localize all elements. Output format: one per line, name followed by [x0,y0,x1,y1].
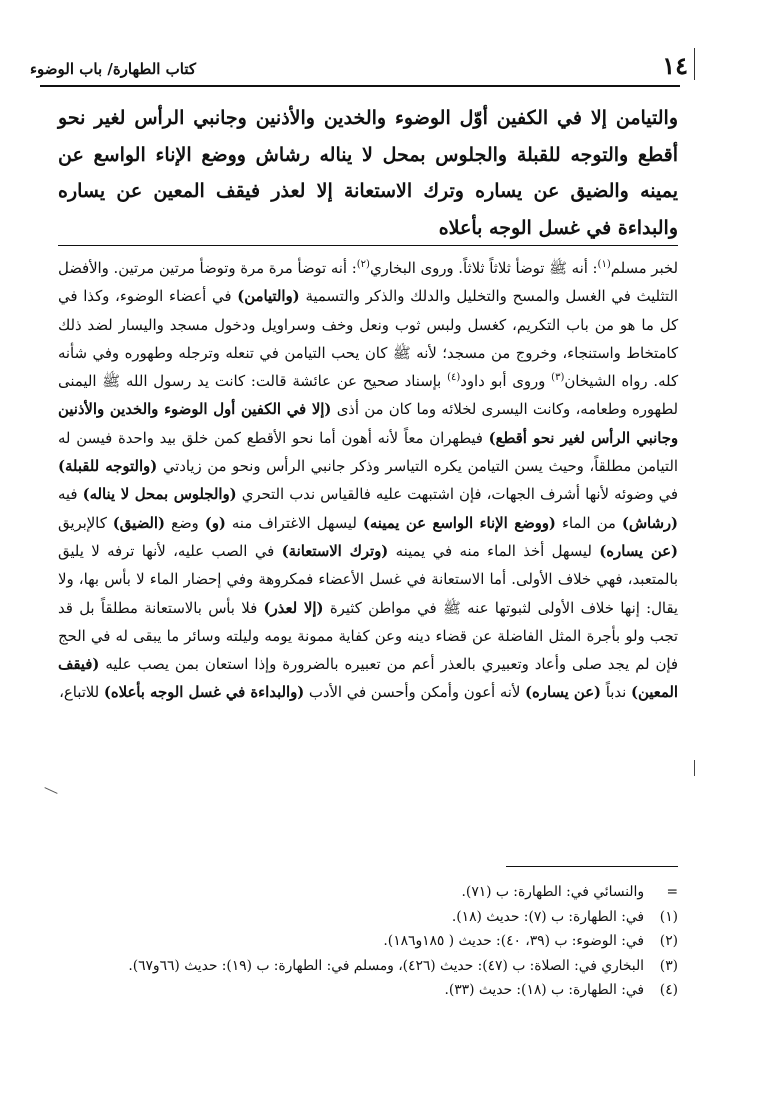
footnote-text: في: الطهارة: ب (١٨): حديث (٣٣). [444,982,644,998]
sharh-segment: كالإبريق [58,514,113,532]
page-number: ١٤ [662,51,688,80]
footnote-ref: (٤) [447,372,461,384]
matn-quote: (و) [204,514,226,532]
matn-quote: (عن يساره) [525,684,602,702]
footnote-ref: (٣) [551,372,565,384]
sharh-segment: للاتباع، [59,684,104,702]
margin-mark [44,787,57,794]
sharh-segment: ليسهل الاغتراف منه [225,514,363,532]
footnote-mark: (١) [659,908,678,925]
running-header-title: كتاب الطهارة/ باب الوضوء [30,60,197,78]
matn-quote: (فيقف المعين) [58,656,678,702]
sharh-segment: فلا بأس بالاستعانة مطلقاً بل قد تجب ولو بأجرة المثل الفاضلة عن قضاء دينه وعن كفاية ممونة يومه وليلته وسائر ما يبقى له في الحج فإن لم يجد صلى وأعاد وتعبيري بالعذر أعم من تعبيره بالضرورة وإذا استعان بمن يصب عليه [58,599,678,674]
footnote-line [58,880,678,905]
matn-quote: (رشاش) [621,514,678,532]
footnote-mark: (٢) [659,933,678,949]
sharh-commentary [58,255,678,708]
sharh-segment: في الصب عليه، لأنها ترفه لا يليق بالمتعبد، فهي خلاف الأولى. أما الاستعانة في غسل الأعضاء فمكروهة وفي إحضار الماء لا بأس بها، ولا يقال: إنها خلاف الأولى لثبوتها عنه ﷺ في مواطن كثيرة [58,542,679,617]
footnote-text: في: الوضوء: ب (٣٩، ٤٠): حديث ( ١٨٥و١٨٦). [383,933,644,949]
sharh-segment: لأنه أعون وأمكن وأحسن في الأدب [304,684,526,702]
matn-quote: (والتوجه للقبلة) [58,458,158,476]
sharh-segment: من الماء [555,514,622,532]
sharh-segment: : أنه ﷺ توضأ ثلاثاً ثلاثاً. وروى البخاري [369,260,598,277]
matn-quote: (إلا في الكفين أول الوضوء والخدين والأذنين وجانبي الرأس لغير نحو أقطع) [58,401,679,447]
footnote-separator-rule [506,866,678,867]
matn-quote: (ووضع الإناء الواسع عن يمينه) [362,514,556,532]
footnote-mark: (٤) [659,982,678,998]
sharh-segment: في أعضاء الوضوء، وكذا في كل ما هو من باب التكريم، كغسل ولبس ثوب ونعل وخف وسراويل ودخول مسجد واليسار لضد ذلك كامتخاط واستنجاء، وخروج من مسجد؛ لأنه ﷺ كان يحب التيامن في تنعله وترجله وطهوره وفي شأنه كله. رواه الشيخان [58,288,678,391]
footnote-mark: = [666,884,678,900]
page-edge-mark [694,48,695,80]
matn-separator-rule [58,245,678,246]
sharh-segment: لخبر مسلم [610,260,678,277]
matn-quote: (إلا لعذر) [263,599,324,617]
footnote-text: في: الطهارة: ب (٧): حديث (١٨). [451,908,644,925]
sharh-segment: فيطهران معاً لأنه أهون أما نحو الأقطع كمن خلق بيد واحدة فيسن له التيامن مطلقاً، وحيث يسن التيامن يكره التياسر وذكر جانبي الرأس ونحو من زيادتي [58,429,678,476]
footnote-ref: (١) [597,259,611,271]
sharh-segment: وضع [165,514,205,532]
matn-quote: (عن يساره) [599,542,678,560]
footnotes [58,880,678,1003]
footnote-text: والنسائي في: الطهارة: ب (٧١). [461,884,644,900]
footnote-line [58,929,678,954]
header-rule [40,85,680,87]
footnote-mark: (٣) [659,957,678,974]
sharh-segment: فيه [58,486,83,504]
matn-text: والتيامن إلا في الكفين أوّل الوضوء والخدين والأذنين وجانبي الرأس لغير نحو أقطع والتوجه للقبلة والجلوس بمحل لا يناله رشاش ووضع الإناء الواسع عن يمينه والضيق عن يساره وترك الاستعانة إلا لعذر فيقف المعين عن يساره والبداءة في غسل الوجه بأعلاه [58,107,678,239]
sharh-segment: ندباً [601,684,631,702]
footnote-line [58,905,678,930]
sharh-segment: وروى أبو داود [460,373,552,391]
matn-quote: (وترك الاستعانة) [281,542,389,560]
matn-quote: (والتيامن) [237,288,300,306]
sharh-segment: : أنه توضأ مرة مرة وتوضأ مرتين مرتين. والأفضل التثليث في الغسل والمسح والتخليل والدلك والذكر والتسمية [58,260,679,306]
matn-quote: (والجلوس بمحل لا يناله) [82,486,237,504]
footnote-ref: (٢) [356,259,370,271]
matn-quote: (والبداءة في غسل الوجه بأعلاه) [103,684,305,702]
sharh-segment: في وضوئه لأنها أشرف الجهات، فإن اشتبهت عليه فالقياس ندب التحري [236,486,678,504]
footnote-text: البخاري في: الصلاة: ب (٤٧): حديث (٤٢٦)، ومسلم في: الطهارة: ب (١٩): حديث (٦٦و٦٧). [128,957,644,974]
sharh-segment: بإسناد صحيح عن عائشة قالت: كانت يد رسول الله ﷺ اليمنى لطهوره وطعامه، وكانت اليسرى لخلائه وما كان من أذى [58,373,678,419]
sharh-segment: ليسهل أخذ الماء منه في يمينه [388,542,600,560]
footnote-line [58,954,678,979]
footnote-line [58,978,678,1003]
margin-mark [694,760,695,776]
matn-quote: (الضيق) [112,514,166,532]
